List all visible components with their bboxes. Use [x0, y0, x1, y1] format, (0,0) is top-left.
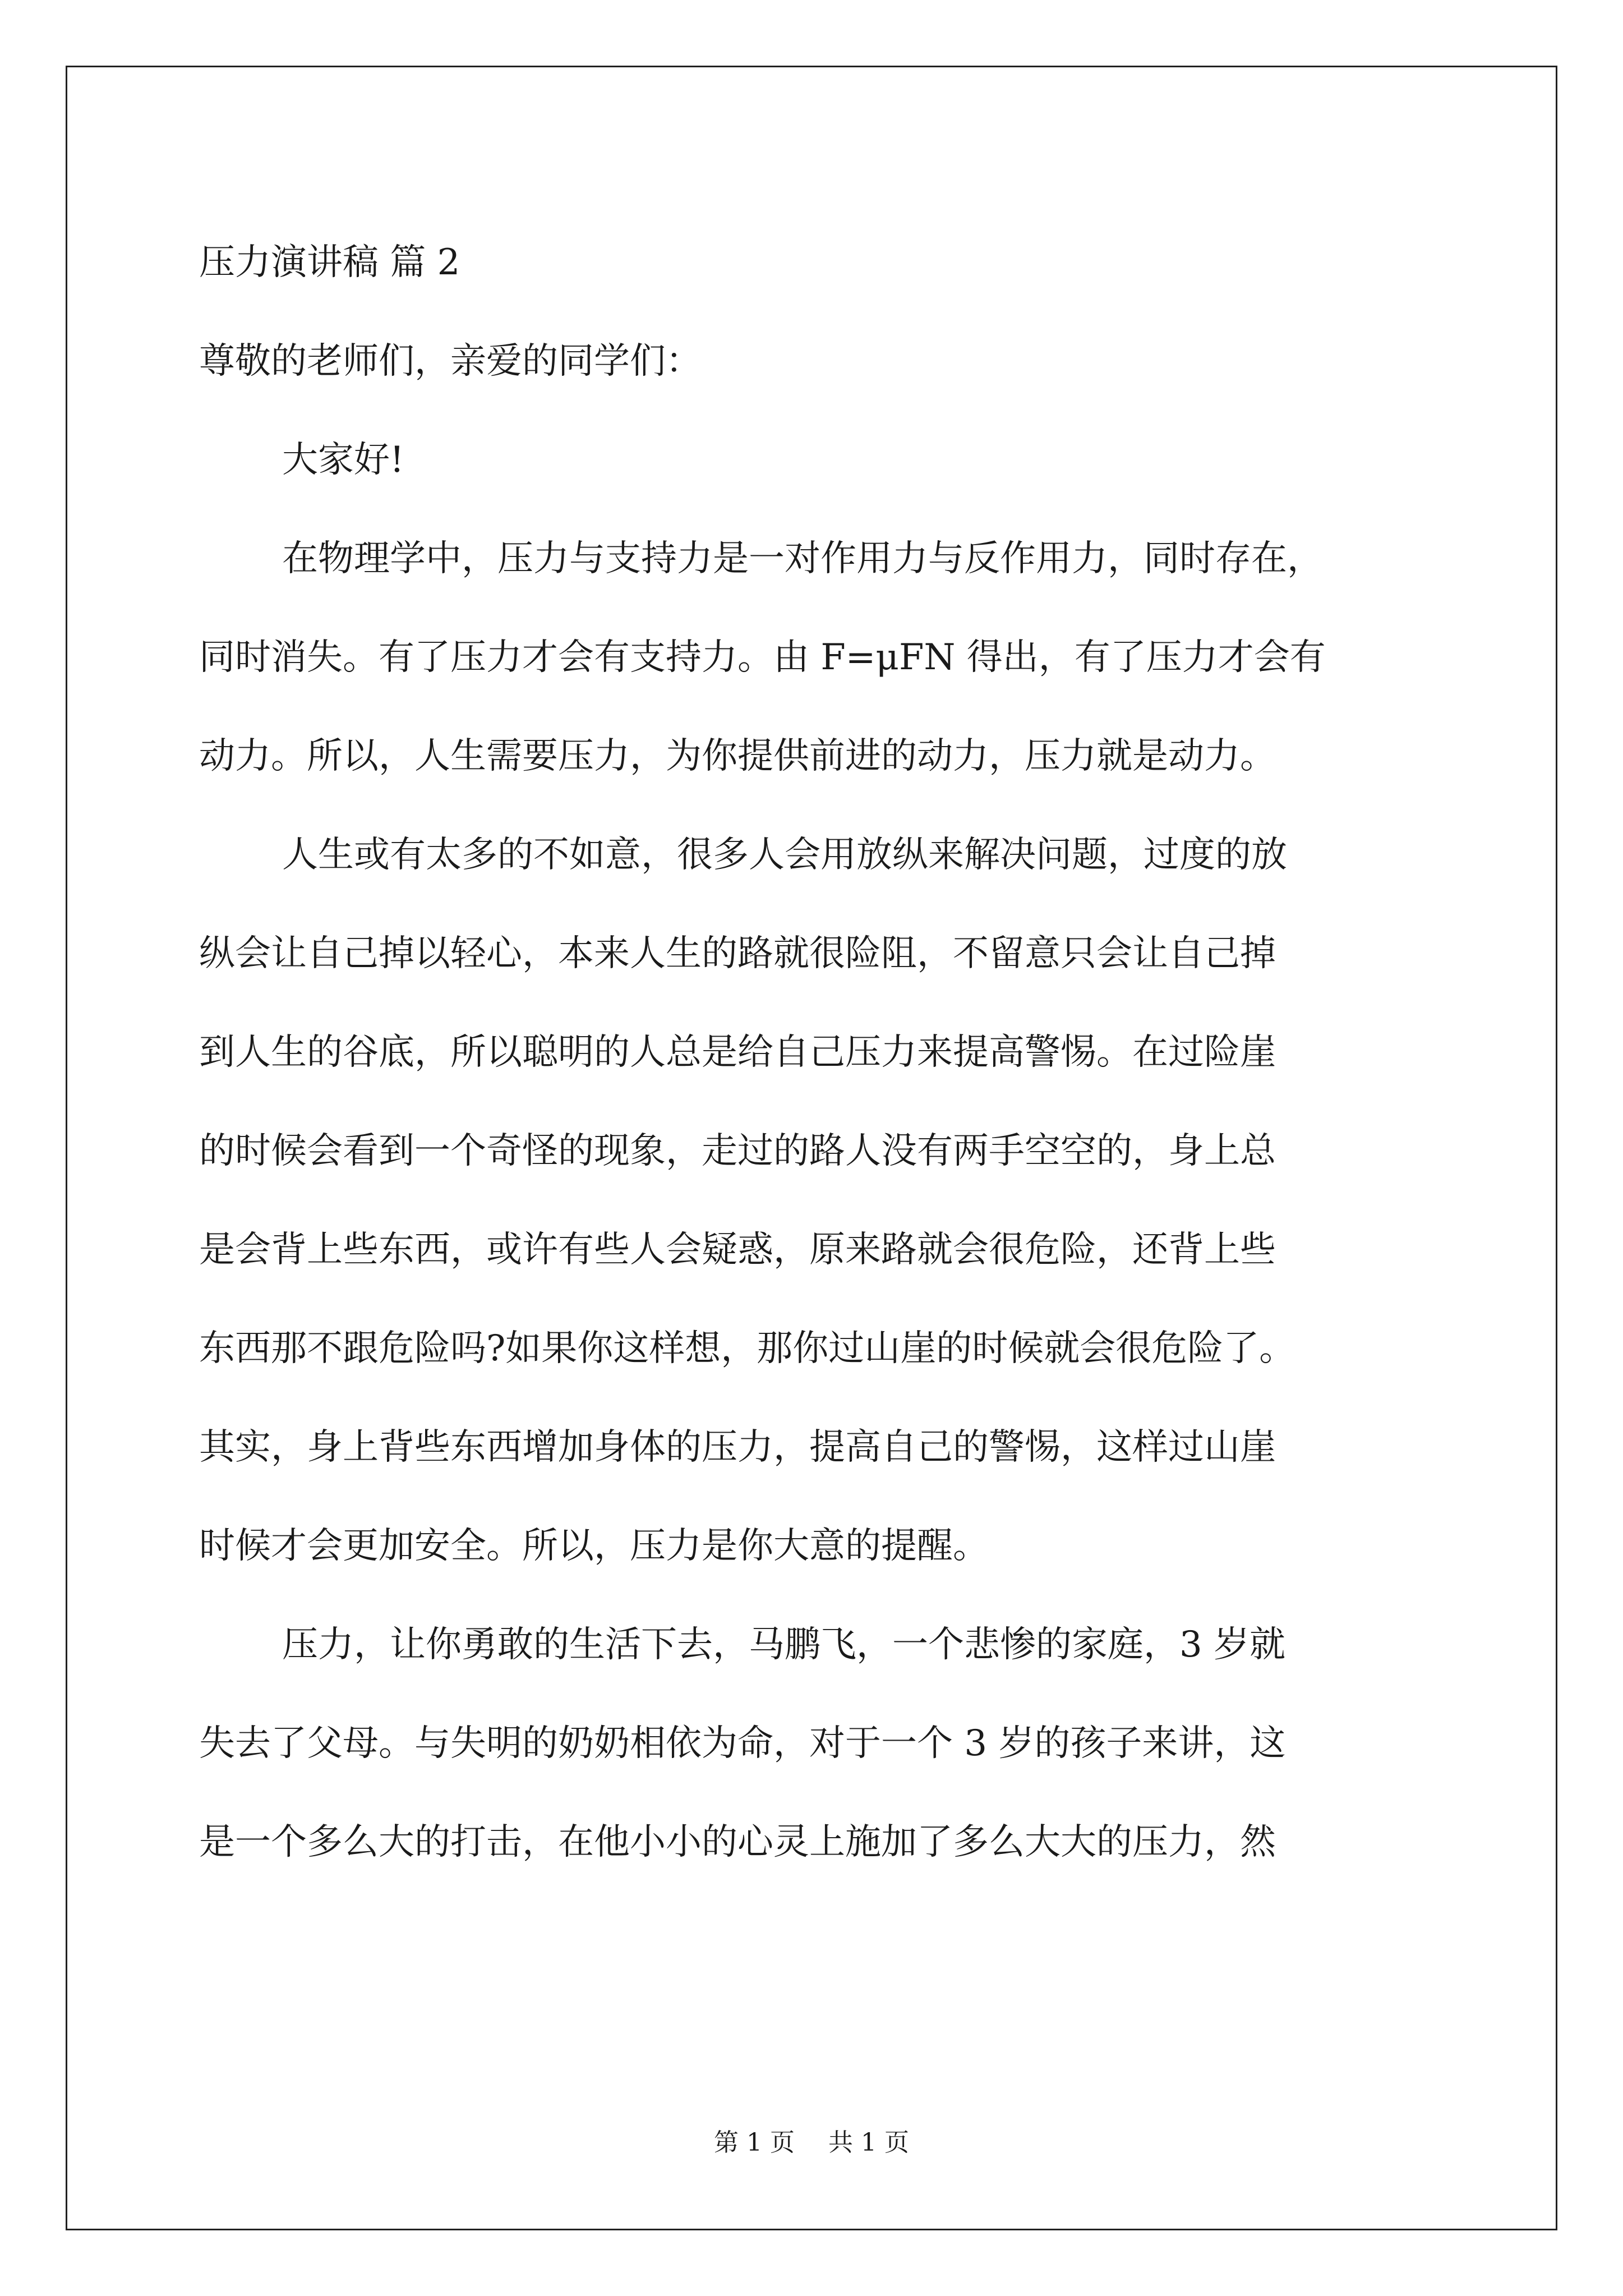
text-line: 是一个多么大的打击，在他小小的心灵上施加了多么大大的压力，然 — [199, 1821, 1276, 1863]
page-number-current: 第 1 页 — [714, 2128, 795, 2157]
salutation: 尊敬的老师们，亲爱的同学们： — [199, 341, 702, 382]
text-line: 是会背上些东西，或许有些人会疑惑，原来路就会很危险，还背上些 — [199, 1229, 1276, 1271]
text-line: 动力。所以，人生需要压力，为你提供前进的动力，压力就是动力。 — [199, 735, 1276, 777]
text-line: 在物理学中，压力与支持力是一对作用力与反作用力，同时存在， — [282, 538, 1323, 579]
text-line: 其实，身上背些东西增加身体的压力，提高自己的警惕，这样过山崖 — [199, 1427, 1276, 1468]
greeting: 大家好! — [282, 439, 404, 481]
text-line: 同时消失。有了压力才会有支持力。由 F=μFN 得出，有了压力才会有 — [199, 637, 1326, 678]
document-body — [199, 213, 1433, 1892]
text-line: 失去了父母。与失明的奶奶相依为命，对于一个 3 岁的孩子来讲，这 — [199, 1723, 1286, 1764]
text-line: 的时候会看到一个奇怪的现象，走过的路人没有两手空空的，身上总 — [199, 1130, 1276, 1172]
text-line: 东西那不跟危险吗?如果你这样想，那你过山崖的时候就会很危险了。 — [199, 1328, 1295, 1369]
text-line: 到人生的谷底，所以聪明的人总是给自己压力来提高警惕。在过险崖 — [199, 1032, 1276, 1073]
text-line: 纵会让自己掉以轻心，本来人生的路就很险阻，不留意只会让自己掉 — [199, 933, 1276, 974]
page-number-total: 共 1 页 — [828, 2128, 909, 2157]
text-line: 压力，让你勇敢的生活下去，马鹏飞，一个悲惨的家庭，3 岁就 — [282, 1624, 1286, 1665]
text-line: 时候才会更加安全。所以，压力是你大意的提醒。 — [199, 1525, 989, 1567]
document-title: 压力演讲稿 篇 2 — [199, 242, 460, 283]
text-line: 人生或有太多的不如意，很多人会用放纵来解决问题，过度的放 — [282, 834, 1287, 876]
page-footer — [0, 2126, 1623, 2160]
